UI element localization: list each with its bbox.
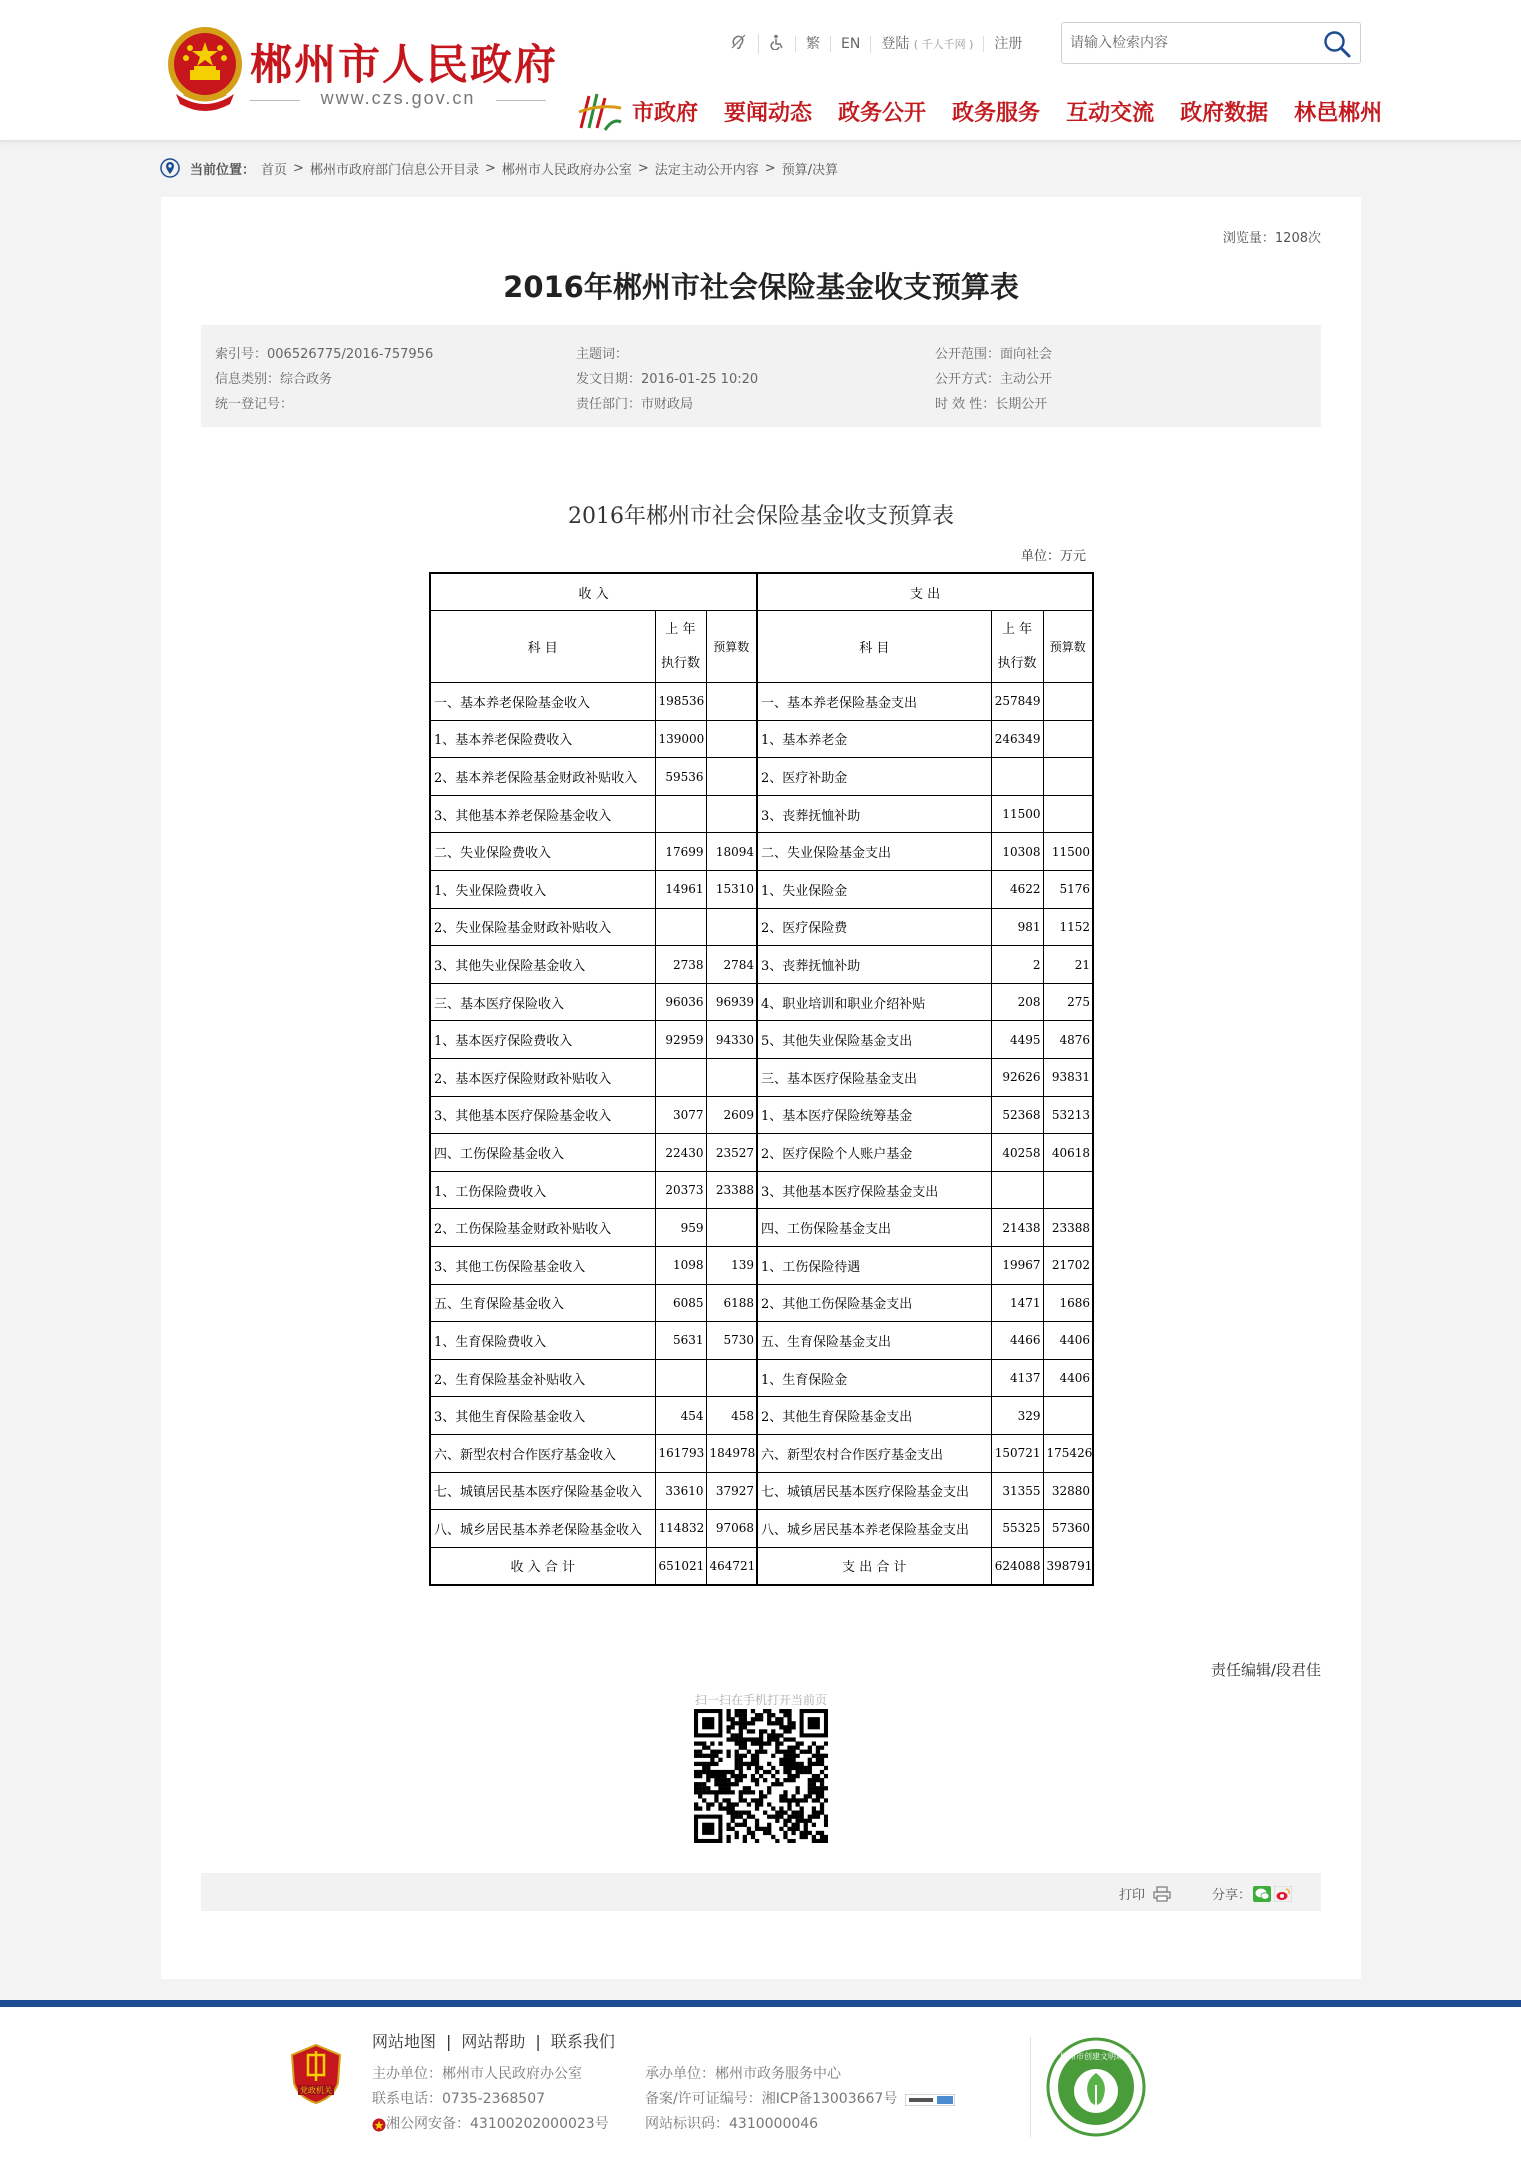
income-budget-cell: 15310 bbox=[706, 871, 757, 909]
income-budget-cell: 96939 bbox=[706, 983, 757, 1021]
breadcrumb-office[interactable]: 郴州市人民政府办公室 bbox=[501, 162, 632, 178]
table-row bbox=[430, 833, 1093, 871]
login-label: 登陆 bbox=[881, 35, 910, 52]
expense-prev-cell: 55325 bbox=[991, 1510, 1043, 1548]
expense-prev-cell: 208 bbox=[991, 983, 1043, 1021]
table-row bbox=[430, 1021, 1093, 1059]
printer-icon bbox=[1153, 1886, 1171, 1902]
income-budget-cell bbox=[706, 1059, 757, 1097]
expense-prev-cell: 2 bbox=[991, 946, 1043, 984]
expense-subject-cell: 五、生育保险基金支出 bbox=[757, 1322, 991, 1360]
footer-phone: 联系电话：0735-2368507 bbox=[372, 2091, 546, 2107]
expense-total-label: 支 出 合 计 bbox=[757, 1547, 991, 1585]
meta-reg-no: 统一登记号： bbox=[215, 397, 294, 412]
footer-icp[interactable] bbox=[645, 2087, 955, 2112]
meta-dept: 责任部门：市财政局 bbox=[576, 397, 694, 412]
expense-prev-cell: 150721 bbox=[991, 1434, 1043, 1472]
expense-budget-cell: 21702 bbox=[1043, 1247, 1093, 1285]
traditional-chinese-link[interactable]: 繁 bbox=[795, 36, 830, 52]
expense-subject-cell: 2、其他生育保险基金支出 bbox=[757, 1397, 991, 1435]
expense-prev-cell: 246349 bbox=[991, 720, 1043, 758]
search-box bbox=[1061, 22, 1361, 64]
nav-logo-icon bbox=[575, 88, 625, 134]
expense-prev-cell: 4622 bbox=[991, 871, 1043, 909]
footer-police[interactable] bbox=[372, 2112, 609, 2137]
income-total-budget: 464721 bbox=[706, 1547, 757, 1585]
party-gov-badge-icon[interactable] bbox=[290, 2043, 342, 2105]
income-budget-cell: 18094 bbox=[706, 833, 757, 871]
expense-subject-cell: 七、城镇居民基本医疗保险基金支出 bbox=[757, 1472, 991, 1510]
login-note: ( 千人千网 ) bbox=[913, 37, 974, 51]
income-subject-cell: 一、基本养老保险基金收入 bbox=[430, 683, 655, 721]
badge-text: 党政机关 bbox=[300, 2086, 332, 2095]
income-subject-cell: 1、基本养老保险费收入 bbox=[430, 720, 655, 758]
meta-info-type: 信息类别：综合政务 bbox=[215, 372, 333, 387]
income-prev-cell: 20373 bbox=[655, 1171, 706, 1209]
income-subject-cell: 1、基本医疗保险费收入 bbox=[430, 1021, 655, 1059]
table-row bbox=[430, 683, 1093, 721]
budget-table bbox=[429, 572, 1094, 1586]
income-budget-cell: 23388 bbox=[706, 1171, 757, 1209]
expense-subject-cell: 一、基本养老保险基金支出 bbox=[757, 683, 991, 721]
expense-subject-cell: 三、基本医疗保险基金支出 bbox=[757, 1059, 991, 1097]
meta-date: 发文日期：2016-01-25 10:20 bbox=[576, 372, 759, 387]
expense-budget-cell: 1686 bbox=[1043, 1284, 1093, 1322]
expense-budget-cell: 175426 bbox=[1043, 1434, 1093, 1472]
register-link[interactable]: 注册 bbox=[983, 36, 1032, 52]
expense-subject-cell: 2、其他工伤保险基金支出 bbox=[757, 1284, 991, 1322]
main-nav bbox=[632, 96, 1382, 127]
total-row bbox=[430, 1547, 1093, 1585]
article-container bbox=[161, 197, 1361, 1979]
expense-budget-cell: 4406 bbox=[1043, 1322, 1093, 1360]
table-row bbox=[430, 1472, 1093, 1510]
expense-subject-cell: 4、职业培训和职业介绍补贴 bbox=[757, 983, 991, 1021]
table-row bbox=[430, 720, 1093, 758]
expense-prev-header bbox=[991, 611, 1043, 683]
expense-prev-cell: 4137 bbox=[991, 1359, 1043, 1397]
income-prev-cell bbox=[655, 1359, 706, 1397]
expense-prev-cell: 329 bbox=[991, 1397, 1043, 1435]
income-budget-cell: 2609 bbox=[706, 1096, 757, 1134]
expense-subject-cell: 六、新型农村合作医疗基金支出 bbox=[757, 1434, 991, 1472]
expense-budget-cell bbox=[1043, 1397, 1093, 1435]
site-name[interactable]: 郴州市人民政府 bbox=[250, 40, 559, 89]
location-pin-icon bbox=[160, 158, 180, 178]
income-subject-cell: 五、生育保险基金收入 bbox=[430, 1284, 655, 1322]
income-budget-cell bbox=[706, 1209, 757, 1247]
expense-prev-cell: 52368 bbox=[991, 1096, 1043, 1134]
expense-prev-cell: 40258 bbox=[991, 1134, 1043, 1172]
expense-budget-cell: 32880 bbox=[1043, 1472, 1093, 1510]
meta-validity: 时 效 性：长期公开 bbox=[935, 397, 1048, 412]
table-row bbox=[430, 1359, 1093, 1397]
breadcrumb-label: 当前位置： bbox=[190, 162, 256, 178]
expense-budget-cell: 40618 bbox=[1043, 1134, 1093, 1172]
income-subject-cell: 2、生育保险基金补贴收入 bbox=[430, 1359, 655, 1397]
wechat-icon[interactable] bbox=[1253, 1886, 1271, 1902]
expense-subject-cell: 四、工伤保险基金支出 bbox=[757, 1209, 991, 1247]
table-row bbox=[430, 871, 1093, 909]
expense-subject-cell: 八、城乡居民基本养老保险基金支出 bbox=[757, 1510, 991, 1548]
expense-subject-cell: 1、基本医疗保险统筹基金 bbox=[757, 1096, 991, 1134]
expense-subject-header: 科 目 bbox=[757, 611, 991, 683]
table-row bbox=[430, 908, 1093, 946]
income-subject-cell: 2、失业保险基金财政补贴收入 bbox=[430, 908, 655, 946]
expense-prev-cell: 21438 bbox=[991, 1209, 1043, 1247]
income-prev-cell: 96036 bbox=[655, 983, 706, 1021]
article-toolbar bbox=[201, 1873, 1321, 1911]
income-prev-cell: 59536 bbox=[655, 758, 706, 796]
expense-budget-cell: 23388 bbox=[1043, 1209, 1093, 1247]
income-subject-cell: 二、失业保险费收入 bbox=[430, 833, 655, 871]
search-input[interactable] bbox=[1070, 31, 1310, 55]
table-row bbox=[430, 1284, 1093, 1322]
income-prev-cell: 6085 bbox=[655, 1284, 706, 1322]
income-prev-cell: 198536 bbox=[655, 683, 706, 721]
expense-prev-cell: 257849 bbox=[991, 683, 1043, 721]
expense-budget-cell: 11500 bbox=[1043, 833, 1093, 871]
prev-header-line2: 执行数 bbox=[660, 655, 700, 671]
document-meta bbox=[201, 325, 1321, 427]
footer-link-contact[interactable]: 联系我们 bbox=[550, 2032, 615, 2051]
expense-budget-cell bbox=[1043, 720, 1093, 758]
income-budget-cell: 37927 bbox=[706, 1472, 757, 1510]
income-budget-cell bbox=[706, 720, 757, 758]
expense-header: 支 出 bbox=[757, 573, 1093, 611]
income-prev-cell: 959 bbox=[655, 1209, 706, 1247]
income-prev-cell: 1098 bbox=[655, 1247, 706, 1285]
expense-prev-cell bbox=[991, 758, 1043, 796]
income-budget-cell: 6188 bbox=[706, 1284, 757, 1322]
table-row bbox=[430, 758, 1093, 796]
english-link[interactable]: EN bbox=[830, 36, 870, 52]
footer-police-text: 湘公网安备：43100202000023号 bbox=[386, 2116, 609, 2132]
nav-item-interaction[interactable]: 互动交流 bbox=[1066, 101, 1155, 126]
expense-budget-cell: 275 bbox=[1043, 983, 1093, 1021]
expense-subject-cell: 2、医疗保险个人账户基金 bbox=[757, 1134, 991, 1172]
income-subject-cell: 八、城乡居民基本养老保险基金收入 bbox=[430, 1510, 655, 1548]
national-emblem-icon[interactable] bbox=[164, 24, 246, 112]
expense-budget-cell: 21 bbox=[1043, 946, 1093, 984]
income-prev-cell: 139000 bbox=[655, 720, 706, 758]
expense-budget-cell bbox=[1043, 683, 1093, 721]
qr-caption: 扫一扫在手机打开当前页 bbox=[694, 1693, 827, 1707]
site-header bbox=[0, 0, 1521, 141]
income-budget-cell: 184978 bbox=[706, 1434, 757, 1472]
income-subject-cell: 四、工伤保险基金收入 bbox=[430, 1134, 655, 1172]
breadcrumb-separator: > bbox=[484, 160, 496, 176]
prev-header-line1: 上 年 bbox=[665, 621, 696, 637]
expense-prev-cell: 10308 bbox=[991, 833, 1043, 871]
nav-item-services[interactable]: 政务服务 bbox=[952, 101, 1041, 126]
document-title: 2016年郴州市社会保险基金收支预算表 bbox=[568, 504, 954, 529]
table-body bbox=[430, 683, 1093, 1548]
meta-mode: 公开方式：主动公开 bbox=[935, 372, 1053, 387]
expense-budget-cell bbox=[1043, 758, 1093, 796]
breadcrumb-budget[interactable]: 预算/决算 bbox=[781, 162, 839, 178]
income-budget-cell: 458 bbox=[706, 1397, 757, 1435]
expense-prev-cell: 92626 bbox=[991, 1059, 1043, 1097]
share-label: 分享： bbox=[1212, 1888, 1252, 1903]
income-budget-cell: 97068 bbox=[706, 1510, 757, 1548]
footer-link-help[interactable]: 网站帮助 bbox=[461, 2032, 526, 2051]
footer-icp-text: 备案/许可证编号：湘ICP备13003667号 bbox=[645, 2091, 898, 2107]
expense-prev-cell bbox=[991, 1171, 1043, 1209]
weibo-icon[interactable] bbox=[1274, 1886, 1292, 1902]
footer-operator: 承办单位：郴州市政务服务中心 bbox=[645, 2066, 841, 2082]
table-row bbox=[430, 1434, 1093, 1472]
expense-subject-cell: 3、丧葬抚恤补助 bbox=[757, 946, 991, 984]
income-subject-cell: 3、其他生育保险基金收入 bbox=[430, 1397, 655, 1435]
income-prev-cell: 92959 bbox=[655, 1021, 706, 1059]
income-prev-cell: 3077 bbox=[655, 1096, 706, 1134]
income-subject-cell: 三、基本医疗保险收入 bbox=[430, 983, 655, 1021]
footer-links: 网站地图 | 网站帮助 | 联系我们 bbox=[372, 2032, 615, 2051]
table-row bbox=[430, 983, 1093, 1021]
wheelchair-icon[interactable] bbox=[758, 34, 795, 54]
footer-site-id: 网站标识码：4310000046 bbox=[645, 2116, 819, 2132]
income-prev-cell bbox=[655, 1059, 706, 1097]
table-row bbox=[430, 946, 1093, 984]
cnzz-stat-icon[interactable] bbox=[905, 2094, 955, 2106]
income-budget-cell: 139 bbox=[706, 1247, 757, 1285]
prev-header-line1: 上 年 bbox=[1001, 621, 1033, 637]
expense-subject-cell: 1、基本养老金 bbox=[757, 720, 991, 758]
expense-subject-cell: 1、生育保险金 bbox=[757, 1359, 991, 1397]
expense-prev-cell: 31355 bbox=[991, 1472, 1043, 1510]
breadcrumb-separator: > bbox=[293, 160, 304, 176]
table-row bbox=[430, 1397, 1093, 1435]
site-footer bbox=[0, 2007, 1521, 2181]
table-row bbox=[430, 795, 1093, 833]
footer-link-sitemap[interactable]: 网站地图 bbox=[372, 2032, 437, 2051]
expense-subject-cell: 5、其他失业保险基金支出 bbox=[757, 1021, 991, 1059]
search-icon[interactable] bbox=[1322, 29, 1352, 59]
responsible-editor: 责任编辑/段君佳 bbox=[1210, 1661, 1321, 1679]
income-budget-cell bbox=[706, 683, 757, 721]
meta-keywords: 主题词： bbox=[576, 347, 629, 362]
income-subject-cell: 3、其他工伤保险基金收入 bbox=[430, 1247, 655, 1285]
expense-budget-cell: 57360 bbox=[1043, 1510, 1093, 1548]
income-subject-cell: 2、基本医疗保险财政补贴收入 bbox=[430, 1059, 655, 1097]
expense-budget-cell: 93831 bbox=[1043, 1059, 1093, 1097]
table-row bbox=[430, 1171, 1093, 1209]
income-prev-cell: 114832 bbox=[655, 1510, 706, 1548]
income-header: 收 入 bbox=[430, 573, 757, 611]
income-subject-cell: 七、城镇居民基本医疗保险基金收入 bbox=[430, 1472, 655, 1510]
hearing-icon[interactable] bbox=[720, 34, 758, 54]
expense-budget-cell: 1152 bbox=[1043, 908, 1093, 946]
income-prev-cell: 5631 bbox=[655, 1322, 706, 1360]
table-row bbox=[430, 1209, 1093, 1247]
expense-prev-cell: 11500 bbox=[991, 795, 1043, 833]
income-subject-cell: 2、基本养老保险基金财政补贴收入 bbox=[430, 758, 655, 796]
income-budget-cell bbox=[706, 908, 757, 946]
print-button[interactable] bbox=[1119, 1884, 1171, 1903]
expense-subject-cell: 3、丧葬抚恤补助 bbox=[757, 795, 991, 833]
expense-prev-cell: 4495 bbox=[991, 1021, 1043, 1059]
footer-vertical-divider bbox=[1030, 2037, 1031, 2137]
income-prev-cell: 14961 bbox=[655, 871, 706, 909]
footer-info-left bbox=[372, 2062, 609, 2137]
unit-label: 单位：万元 bbox=[1021, 549, 1087, 564]
share-group bbox=[1212, 1884, 1292, 1903]
expense-budget-cell: 4876 bbox=[1043, 1021, 1093, 1059]
meta-scope: 公开范围：面向社会 bbox=[935, 347, 1053, 362]
expense-budget-header: 预算数 bbox=[1043, 611, 1093, 683]
expense-subject-cell: 二、失业保险基金支出 bbox=[757, 833, 991, 871]
table-row bbox=[430, 1134, 1093, 1172]
income-budget-cell bbox=[706, 795, 757, 833]
income-subject-header: 科 目 bbox=[430, 611, 655, 683]
footer-info-right bbox=[645, 2062, 955, 2137]
income-budget-header: 预算数 bbox=[706, 611, 757, 683]
expense-budget-cell: 4406 bbox=[1043, 1359, 1093, 1397]
table-row bbox=[430, 1510, 1093, 1548]
nav-item-public-affairs[interactable]: 政务公开 bbox=[838, 101, 927, 126]
income-prev-header bbox=[655, 611, 706, 683]
nav-item-chenzhou[interactable]: 林邑郴州 bbox=[1294, 101, 1383, 126]
breadcrumb-separator: > bbox=[764, 160, 776, 176]
income-subject-cell: 3、其他失业保险基金收入 bbox=[430, 946, 655, 984]
income-subject-cell: 3、其他基本医疗保险基金收入 bbox=[430, 1096, 655, 1134]
income-prev-cell: 17699 bbox=[655, 833, 706, 871]
income-budget-cell bbox=[706, 758, 757, 796]
civilized-city-emblem-icon[interactable] bbox=[1046, 2037, 1146, 2137]
table-row bbox=[430, 1247, 1093, 1285]
login-link[interactable] bbox=[870, 36, 983, 53]
income-budget-cell: 5730 bbox=[706, 1322, 757, 1360]
page-title: 2016年郴州市社会保险基金收支预算表 bbox=[503, 270, 1019, 304]
income-subject-cell: 1、工伤保险费收入 bbox=[430, 1171, 655, 1209]
nav-item-news[interactable]: 要闻动态 bbox=[724, 101, 813, 126]
prev-header-line2: 执行数 bbox=[997, 655, 1037, 671]
income-prev-cell: 2738 bbox=[655, 946, 706, 984]
income-prev-cell: 454 bbox=[655, 1397, 706, 1435]
income-budget-cell: 94330 bbox=[706, 1021, 757, 1059]
expense-subject-cell: 1、失业保险金 bbox=[757, 871, 991, 909]
income-subject-cell: 1、失业保险费收入 bbox=[430, 871, 655, 909]
income-subject-cell: 1、生育保险费收入 bbox=[430, 1322, 655, 1360]
breadcrumb-catalog[interactable]: 郴州市政府部门信息公开目录 bbox=[309, 162, 479, 178]
top-links bbox=[720, 34, 1032, 54]
expense-budget-cell: 5176 bbox=[1043, 871, 1093, 909]
qr-code-icon bbox=[694, 1709, 828, 1843]
expense-subject-cell: 2、医疗补助金 bbox=[757, 758, 991, 796]
emblem-text: 郴州市创建文明城市 bbox=[1060, 2052, 1132, 2061]
expense-budget-cell: 53213 bbox=[1043, 1096, 1093, 1134]
expense-budget-cell bbox=[1043, 1171, 1093, 1209]
expense-prev-cell: 981 bbox=[991, 908, 1043, 946]
breadcrumb bbox=[160, 158, 838, 178]
income-prev-cell bbox=[655, 908, 706, 946]
expense-total-prev: 624088 bbox=[991, 1547, 1043, 1585]
expense-total-budget: 398791 bbox=[1043, 1547, 1093, 1585]
print-label: 打印 bbox=[1119, 1888, 1146, 1903]
table-row bbox=[430, 1096, 1093, 1134]
expense-subject-cell: 1、工伤保险待遇 bbox=[757, 1247, 991, 1285]
breadcrumb-statutory[interactable]: 法定主动公开内容 bbox=[654, 162, 759, 178]
view-count: 浏览量：1208次 bbox=[1222, 231, 1321, 246]
income-subject-cell: 3、其他基本养老保险基金收入 bbox=[430, 795, 655, 833]
income-prev-cell: 33610 bbox=[655, 1472, 706, 1510]
breadcrumb-home[interactable]: 首页 bbox=[261, 162, 288, 178]
table-row bbox=[430, 1322, 1093, 1360]
expense-budget-cell bbox=[1043, 795, 1093, 833]
expense-subject-cell: 3、其他基本医疗保险基金支出 bbox=[757, 1171, 991, 1209]
income-prev-cell: 22430 bbox=[655, 1134, 706, 1172]
nav-item-data[interactable]: 政府数据 bbox=[1180, 101, 1269, 126]
police-emblem-icon bbox=[372, 2118, 386, 2132]
expense-prev-cell: 1471 bbox=[991, 1284, 1043, 1322]
footer-host: 主办单位：郴州市人民政府办公室 bbox=[372, 2066, 582, 2082]
breadcrumb-separator: > bbox=[637, 160, 649, 176]
income-budget-cell bbox=[706, 1359, 757, 1397]
footer-divider bbox=[0, 2000, 1521, 2007]
income-total-label: 收 入 合 计 bbox=[430, 1547, 655, 1585]
income-subject-cell: 六、新型农村合作医疗基金收入 bbox=[430, 1434, 655, 1472]
expense-prev-cell: 19967 bbox=[991, 1247, 1043, 1285]
meta-index-no: 索引号：006526775/2016-757956 bbox=[215, 347, 434, 362]
income-budget-cell: 23527 bbox=[706, 1134, 757, 1172]
income-budget-cell: 2784 bbox=[706, 946, 757, 984]
expense-subject-cell: 2、医疗保险费 bbox=[757, 908, 991, 946]
table-row bbox=[430, 1059, 1093, 1097]
income-prev-cell: 161793 bbox=[655, 1434, 706, 1472]
income-total-prev: 651021 bbox=[655, 1547, 706, 1585]
site-url: www.czs.gov.cn bbox=[250, 88, 546, 109]
nav-item-government[interactable]: 市政府 bbox=[632, 101, 699, 126]
income-prev-cell bbox=[655, 795, 706, 833]
income-subject-cell: 2、工伤保险基金财政补贴收入 bbox=[430, 1209, 655, 1247]
expense-prev-cell: 4466 bbox=[991, 1322, 1043, 1360]
